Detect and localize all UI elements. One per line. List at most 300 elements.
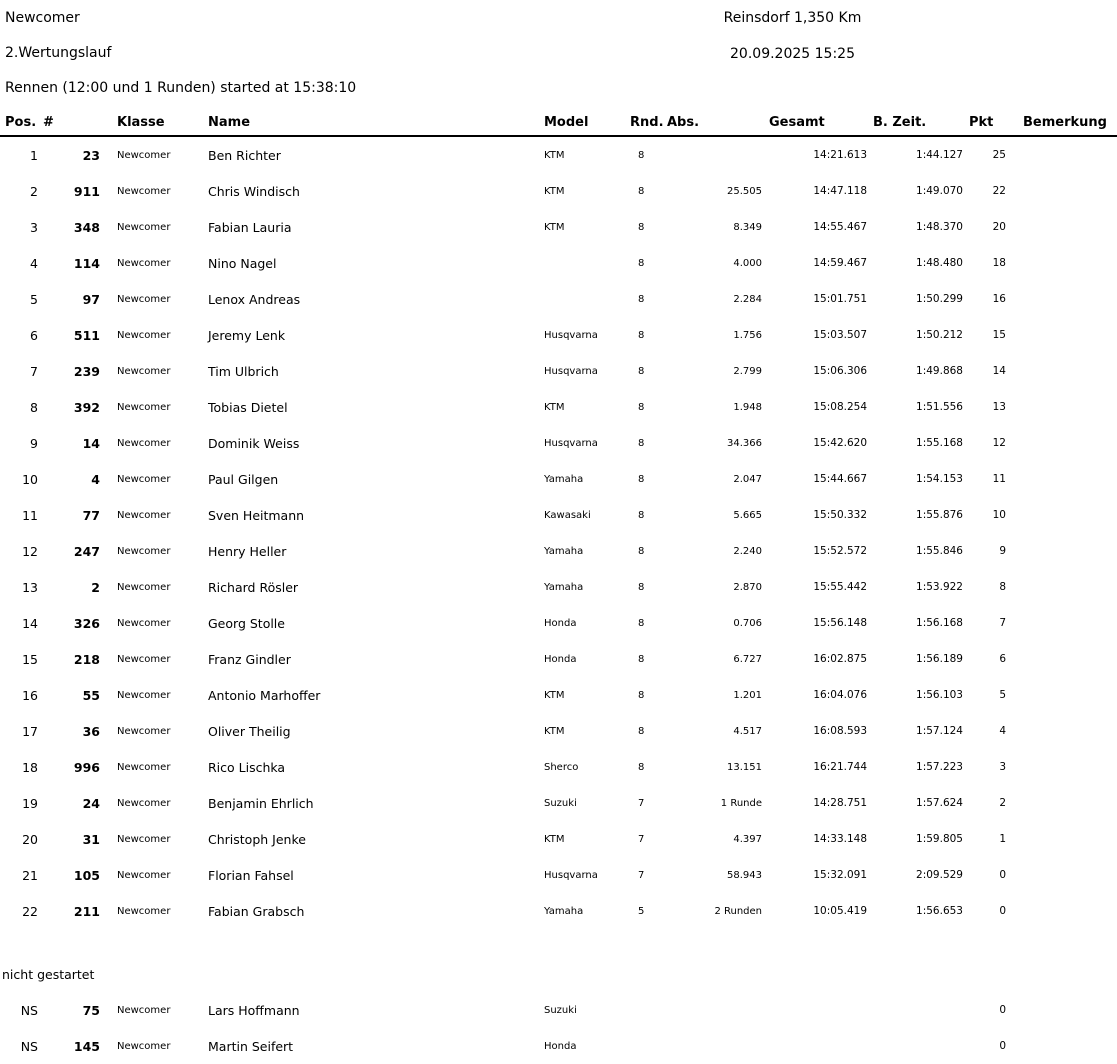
cell-rnd: 8 (638, 149, 645, 161)
results-body (0, 136, 1117, 929)
cell-name: Lars Hoffmann (208, 1002, 300, 1018)
cell-num: 911 (73, 183, 100, 199)
cell-model: Sherco (544, 761, 579, 773)
cell-klasse: Newcomer (117, 617, 171, 629)
cell-pkt: 18 (992, 257, 1006, 269)
cell-bemerkung (1014, 1028, 1117, 1064)
result-row (0, 209, 1117, 245)
cell-pkt: 10 (992, 509, 1006, 521)
cell-abs: 1.948 (733, 401, 762, 413)
cell-rnd: 8 (638, 365, 645, 377)
event-datetime: 20.09.2025 15:25 (730, 46, 855, 62)
cell-gesamt: 14:28.751 (813, 797, 867, 809)
cell-name: Rico Lischka (208, 759, 286, 775)
result-row (0, 389, 1117, 425)
cell-klasse: Newcomer (117, 725, 171, 737)
cell-num: 114 (73, 255, 100, 271)
cell-abs: 1 Runde (720, 797, 762, 809)
event-location: Reinsdorf 1,350 Km (723, 10, 862, 26)
result-row (0, 749, 1117, 785)
cell-gesamt: 15:06.306 (813, 365, 867, 377)
cell-klasse: Newcomer (117, 869, 171, 881)
race-info: Rennen (12:00 und 1 Runden) started at 15:38:10 (5, 80, 357, 96)
cell-name: Georg Stolle (208, 615, 285, 631)
cell-num: 239 (73, 363, 100, 379)
cell-name: Franz Gindler (208, 651, 291, 667)
cell-pkt: 12 (992, 437, 1006, 449)
cell-model: Husqvarna (544, 329, 598, 341)
report-header-right (625, 8, 960, 80)
results-table (0, 114, 1117, 929)
cell-model: Kawasaki (544, 509, 591, 521)
cell-gesamt: 16:02.875 (813, 653, 867, 665)
cell-pos: 22 (22, 903, 38, 919)
cell-klasse: Newcomer (117, 545, 171, 557)
cell-bemerkung (1014, 821, 1117, 857)
not-started-table (0, 992, 1117, 1064)
cell-bemerkung (1014, 461, 1117, 497)
cell-num: 23 (82, 147, 100, 163)
cell-bemerkung (1014, 992, 1117, 1028)
col-header-abs: Abs. (666, 114, 768, 136)
cell-bemerkung (1014, 353, 1117, 389)
cell-pos: 14 (22, 615, 38, 631)
cell-num: 2 (91, 579, 100, 595)
cell-pkt: 22 (992, 185, 1006, 197)
cell-model: KTM (544, 725, 565, 737)
cell-gesamt: 16:21.744 (813, 761, 867, 773)
result-row (0, 317, 1117, 353)
col-header-model: Model (540, 114, 628, 136)
cell-abs: 2.240 (733, 545, 762, 557)
cell-model (540, 245, 628, 281)
cell-num: 247 (73, 543, 100, 559)
cell-num: 14 (82, 435, 100, 451)
cell-name: Jeremy Lenk (208, 327, 286, 343)
cell-pos: 6 (30, 327, 38, 343)
cell-num: 31 (82, 831, 100, 847)
result-row (0, 497, 1117, 533)
result-row (0, 605, 1117, 641)
cell-name: Ben Richter (208, 147, 281, 163)
cell-model: KTM (544, 833, 565, 845)
cell-rnd: 8 (638, 617, 645, 629)
cell-gesamt: 15:42.620 (813, 437, 867, 449)
cell-bzeit: 1:57.124 (916, 725, 963, 737)
cell-model: Honda (544, 653, 577, 665)
cell-bzeit: 1:49.868 (916, 365, 963, 377)
cell-name: Florian Fahsel (208, 867, 294, 883)
cell-bzeit: 1:55.846 (916, 545, 963, 557)
cell-bemerkung (1014, 749, 1117, 785)
cell-rnd (628, 1028, 666, 1064)
cell-name: Benjamin Ehrlich (208, 795, 314, 811)
cell-bzeit: 1:56.168 (916, 617, 963, 629)
cell-pkt: 6 (999, 653, 1006, 665)
cell-abs: 4.000 (733, 257, 762, 269)
cell-abs: 5.665 (733, 509, 762, 521)
not-started-label: nicht gestartet (2, 967, 95, 982)
cell-model: Honda (544, 1040, 577, 1052)
table-header-row (0, 114, 1117, 136)
cell-klasse: Newcomer (117, 221, 171, 233)
result-row (0, 461, 1117, 497)
cell-pkt: 13 (992, 401, 1006, 413)
cell-klasse: Newcomer (117, 473, 171, 485)
cell-pkt: 0 (999, 1040, 1006, 1052)
cell-pos: 10 (22, 471, 38, 487)
cell-pos: 15 (22, 651, 38, 667)
cell-gesamt: 15:44.667 (813, 473, 867, 485)
result-row (0, 785, 1117, 821)
cell-gesamt: 15:32.091 (813, 869, 867, 881)
cell-pos: 5 (30, 291, 38, 307)
cell-abs: 34.366 (727, 437, 762, 449)
cell-bemerkung (1014, 281, 1117, 317)
cell-rnd: 7 (638, 833, 645, 845)
cell-bemerkung (1014, 497, 1117, 533)
cell-klasse: Newcomer (117, 581, 171, 593)
cell-bzeit: 1:56.189 (916, 653, 963, 665)
cell-klasse: Newcomer (117, 365, 171, 377)
cell-abs (666, 992, 768, 1028)
cell-gesamt (768, 992, 872, 1028)
cell-pkt: 14 (992, 365, 1006, 377)
cell-model: Yamaha (544, 581, 584, 593)
cell-bzeit: 1:48.370 (916, 221, 963, 233)
cell-num: 348 (73, 219, 100, 235)
cell-bemerkung (1014, 641, 1117, 677)
cell-pos: 16 (22, 687, 38, 703)
result-row (0, 677, 1117, 713)
cell-bemerkung (1014, 533, 1117, 569)
cell-model: KTM (544, 185, 565, 197)
cell-bemerkung (1014, 136, 1117, 173)
cell-pkt: 25 (992, 149, 1006, 161)
cell-name: Tim Ulbrich (208, 363, 279, 379)
result-row (0, 857, 1117, 893)
result-row (0, 425, 1117, 461)
cell-gesamt: 14:55.467 (813, 221, 867, 233)
cell-pkt: 0 (999, 869, 1006, 881)
cell-pkt: 0 (999, 1004, 1006, 1016)
cell-model: Husqvarna (544, 437, 598, 449)
result-row (0, 992, 1117, 1028)
result-row (0, 1028, 1117, 1064)
cell-rnd: 8 (638, 653, 645, 665)
cell-pos: 12 (22, 543, 38, 559)
col-header-pos: Pos. (0, 114, 42, 136)
col-header-gesamt: Gesamt (768, 114, 872, 136)
cell-gesamt: 14:21.613 (813, 149, 867, 161)
cell-rnd: 5 (638, 905, 645, 917)
cell-bemerkung (1014, 713, 1117, 749)
cell-rnd: 8 (638, 761, 645, 773)
cell-bemerkung (1014, 605, 1117, 641)
cell-gesamt: 15:08.254 (813, 401, 867, 413)
cell-pkt: 2 (999, 797, 1006, 809)
cell-bemerkung (1014, 317, 1117, 353)
cell-pos: 2 (30, 183, 38, 199)
cell-pos: 7 (30, 363, 38, 379)
cell-gesamt: 16:04.076 (813, 689, 867, 701)
cell-num: 75 (82, 1002, 100, 1018)
cell-model: KTM (544, 689, 565, 701)
cell-abs: 25.505 (727, 185, 762, 197)
cell-name: Martin Seifert (208, 1038, 294, 1054)
cell-klasse: Newcomer (117, 149, 171, 161)
col-header-name: Name (202, 114, 540, 136)
cell-num: 36 (82, 723, 100, 739)
cell-model: Yamaha (544, 905, 584, 917)
cell-pos: 9 (30, 435, 38, 451)
result-row (0, 353, 1117, 389)
cell-pos: NS (20, 1038, 38, 1054)
cell-gesamt: 15:03.507 (813, 329, 867, 341)
cell-klasse: Newcomer (117, 329, 171, 341)
cell-pkt: 3 (999, 761, 1006, 773)
cell-klasse: Newcomer (117, 1040, 171, 1052)
col-header-pkt: Pkt (968, 114, 1014, 136)
cell-bemerkung (1014, 389, 1117, 425)
cell-model: KTM (544, 149, 565, 161)
cell-bemerkung (1014, 785, 1117, 821)
cell-pkt: 8 (999, 581, 1006, 593)
cell-num: 97 (82, 291, 100, 307)
cell-klasse: Newcomer (117, 293, 171, 305)
cell-bemerkung (1014, 893, 1117, 929)
cell-gesamt: 14:59.467 (813, 257, 867, 269)
heat-title: 2.Wertungslauf (5, 45, 112, 61)
cell-rnd: 8 (638, 689, 645, 701)
cell-gesamt (768, 1028, 872, 1064)
cell-pkt: 1 (999, 833, 1006, 845)
cell-abs (666, 1028, 768, 1064)
cell-pos: NS (20, 1002, 38, 1018)
cell-num: 326 (73, 615, 100, 631)
result-row (0, 533, 1117, 569)
cell-bzeit (872, 1028, 968, 1064)
cell-bzeit: 1:50.212 (916, 329, 963, 341)
cell-klasse: Newcomer (117, 1004, 171, 1016)
cell-abs (666, 136, 768, 173)
cell-model: Suzuki (544, 797, 577, 809)
cell-model: KTM (544, 221, 565, 233)
cell-num: 145 (73, 1038, 100, 1054)
cell-rnd: 8 (638, 509, 645, 521)
cell-bzeit: 1:49.070 (916, 185, 963, 197)
cell-name: Oliver Theilig (208, 723, 291, 739)
cell-pos: 4 (30, 255, 38, 271)
cell-gesamt: 10:05.419 (813, 905, 867, 917)
cell-name: Richard Rösler (208, 579, 299, 595)
cell-pos: 21 (22, 867, 38, 883)
cell-pkt: 4 (999, 725, 1006, 737)
cell-klasse: Newcomer (117, 761, 171, 773)
cell-bzeit: 1:48.480 (916, 257, 963, 269)
cell-num: 4 (91, 471, 100, 487)
cell-gesamt: 14:47.118 (813, 185, 867, 197)
cell-gesamt: 16:08.593 (813, 725, 867, 737)
cell-bzeit (872, 992, 968, 1028)
cell-name: Fabian Lauria (208, 219, 292, 235)
cell-rnd (628, 992, 666, 1028)
cell-rnd: 8 (638, 437, 645, 449)
result-row (0, 713, 1117, 749)
cell-pkt: 11 (992, 473, 1006, 485)
cell-pkt: 15 (992, 329, 1006, 341)
cell-abs: 2.047 (733, 473, 762, 485)
col-header-bemerkung: Bemerkung (1014, 114, 1117, 136)
cell-rnd: 7 (638, 869, 645, 881)
cell-pkt: 20 (992, 221, 1006, 233)
cell-pos: 8 (30, 399, 38, 415)
cell-gesamt: 15:01.751 (813, 293, 867, 305)
cell-pos: 11 (22, 507, 38, 523)
cell-name: Lenox Andreas (208, 291, 301, 307)
col-header-number: # (42, 114, 102, 136)
cell-klasse: Newcomer (117, 401, 171, 413)
cell-gesamt: 14:33.148 (813, 833, 867, 845)
cell-name: Dominik Weiss (208, 435, 300, 451)
cell-abs: 2 Runden (714, 905, 762, 917)
cell-klasse: Newcomer (117, 797, 171, 809)
result-row (0, 173, 1117, 209)
cell-pkt: 16 (992, 293, 1006, 305)
cell-klasse: Newcomer (117, 437, 171, 449)
cell-pos: 19 (22, 795, 38, 811)
cell-name: Sven Heitmann (208, 507, 305, 523)
result-row (0, 641, 1117, 677)
cell-num: 211 (73, 903, 100, 919)
cell-model: Husqvarna (544, 869, 598, 881)
cell-abs: 13.151 (727, 761, 762, 773)
cell-num: 24 (82, 795, 100, 811)
cell-model (540, 281, 628, 317)
cell-bzeit: 1:57.624 (916, 797, 963, 809)
col-header-rnd: Rnd. (628, 114, 666, 136)
cell-num: 511 (73, 327, 100, 343)
cell-model: Yamaha (544, 545, 584, 557)
cell-bzeit: 1:59.805 (916, 833, 963, 845)
cell-gesamt: 15:56.148 (813, 617, 867, 629)
cell-rnd: 8 (638, 473, 645, 485)
cell-model: Husqvarna (544, 365, 598, 377)
class-title: Newcomer (5, 10, 80, 26)
cell-bzeit: 1:55.168 (916, 437, 963, 449)
cell-model: KTM (544, 401, 565, 413)
cell-pkt: 0 (999, 905, 1006, 917)
cell-num: 392 (73, 399, 100, 415)
col-header-klasse: Klasse (102, 114, 202, 136)
cell-rnd: 8 (638, 257, 645, 269)
cell-klasse: Newcomer (117, 833, 171, 845)
cell-abs: 1.756 (733, 329, 762, 341)
report-header (0, 8, 1117, 98)
cell-name: Paul Gilgen (208, 471, 279, 487)
cell-gesamt: 15:55.442 (813, 581, 867, 593)
cell-name: Antonio Marhoffer (208, 687, 321, 703)
cell-name: Christoph Jenke (208, 831, 306, 847)
cell-model: Suzuki (544, 1004, 577, 1016)
cell-bzeit: 1:56.653 (916, 905, 963, 917)
cell-klasse: Newcomer (117, 185, 171, 197)
cell-pos: 18 (22, 759, 38, 775)
cell-abs: 6.727 (733, 653, 762, 665)
cell-rnd: 8 (638, 401, 645, 413)
cell-gesamt: 15:52.572 (813, 545, 867, 557)
cell-pos: 20 (22, 831, 38, 847)
result-row (0, 245, 1117, 281)
not-started-body (0, 992, 1117, 1064)
cell-name: Fabian Grabsch (208, 903, 305, 919)
cell-num: 105 (73, 867, 100, 883)
cell-pos: 17 (22, 723, 38, 739)
cell-rnd: 8 (638, 581, 645, 593)
cell-abs: 0.706 (733, 617, 762, 629)
cell-rnd: 8 (638, 293, 645, 305)
cell-bemerkung (1014, 569, 1117, 605)
cell-name: Henry Heller (208, 543, 287, 559)
cell-abs: 4.517 (733, 725, 762, 737)
cell-rnd: 8 (638, 329, 645, 341)
cell-pos: 13 (22, 579, 38, 595)
cell-bzeit: 1:56.103 (916, 689, 963, 701)
cell-name: Tobias Dietel (208, 399, 288, 415)
cell-abs: 2.799 (733, 365, 762, 377)
cell-abs: 1.201 (733, 689, 762, 701)
cell-bemerkung (1014, 173, 1117, 209)
cell-pos: 1 (30, 147, 38, 163)
cell-bzeit: 1:44.127 (916, 149, 963, 161)
cell-rnd: 8 (638, 725, 645, 737)
cell-gesamt: 15:50.332 (813, 509, 867, 521)
cell-rnd: 8 (638, 185, 645, 197)
cell-num: 996 (73, 759, 100, 775)
cell-model: Honda (544, 617, 577, 629)
result-row (0, 136, 1117, 173)
cell-abs: 4.397 (733, 833, 762, 845)
cell-bzeit: 1:55.876 (916, 509, 963, 521)
result-row (0, 569, 1117, 605)
cell-bzeit: 1:57.223 (916, 761, 963, 773)
cell-bemerkung (1014, 245, 1117, 281)
cell-abs: 2.284 (733, 293, 762, 305)
cell-bzeit: 1:53.922 (916, 581, 963, 593)
cell-num: 77 (82, 507, 100, 523)
col-header-bzeit: B. Zeit. (872, 114, 968, 136)
cell-pkt: 5 (999, 689, 1006, 701)
cell-bemerkung (1014, 857, 1117, 893)
cell-klasse: Newcomer (117, 905, 171, 917)
cell-num: 218 (73, 651, 100, 667)
cell-pos: 3 (30, 219, 38, 235)
cell-klasse: Newcomer (117, 689, 171, 701)
cell-num: 55 (82, 687, 100, 703)
result-row (0, 281, 1117, 317)
cell-rnd: 7 (638, 797, 645, 809)
cell-klasse: Newcomer (117, 653, 171, 665)
cell-model: Yamaha (544, 473, 584, 485)
cell-pkt: 7 (999, 617, 1006, 629)
cell-abs: 8.349 (733, 221, 762, 233)
cell-rnd: 8 (638, 221, 645, 233)
result-row (0, 893, 1117, 929)
cell-name: Chris Windisch (208, 183, 300, 199)
cell-bzeit: 1:54.153 (916, 473, 963, 485)
cell-abs: 58.943 (727, 869, 762, 881)
cell-bemerkung (1014, 677, 1117, 713)
